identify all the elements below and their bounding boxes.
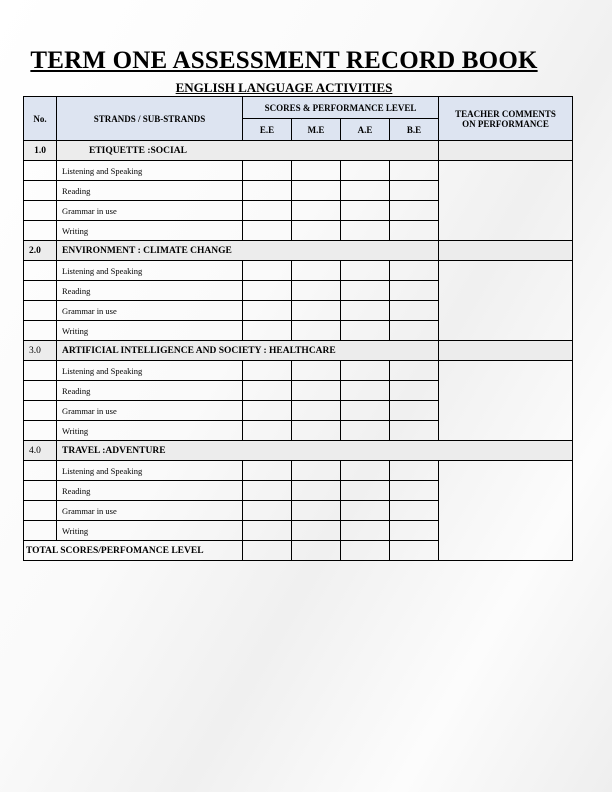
ee-cell[interactable] — [243, 161, 292, 181]
number-cell — [24, 481, 57, 501]
number-cell — [24, 381, 57, 401]
section-number: 4.0 — [24, 441, 57, 461]
ee-cell[interactable] — [243, 261, 292, 281]
section-number: 2.0 — [24, 241, 57, 261]
ae-cell[interactable] — [341, 481, 390, 501]
me-cell[interactable] — [292, 501, 341, 521]
page-title: TERM ONE ASSESSMENT RECORD BOOK — [30, 47, 538, 74]
number-cell — [24, 301, 57, 321]
substrand-label: Listening and Speaking — [57, 261, 243, 281]
section-row — [24, 141, 573, 161]
ae-cell[interactable] — [341, 201, 390, 221]
header-strands: STRANDS / SUB-STRANDS — [57, 97, 243, 141]
section-row — [24, 241, 573, 261]
ae-cell[interactable] — [341, 321, 390, 341]
be-cell[interactable] — [390, 281, 439, 301]
ee-cell[interactable] — [243, 381, 292, 401]
me-cell[interactable] — [292, 221, 341, 241]
total-label: TOTAL SCORES/PERFOMANCE LEVEL — [24, 541, 243, 561]
ae-cell[interactable] — [341, 381, 390, 401]
table-row — [24, 461, 573, 481]
substrand-label: Listening and Speaking — [57, 461, 243, 481]
be-cell[interactable] — [390, 361, 439, 381]
ae-cell[interactable] — [341, 221, 390, 241]
header-me: M.E — [292, 119, 341, 141]
total-ee[interactable] — [243, 541, 292, 561]
total-me[interactable] — [292, 541, 341, 561]
section-title: ETIQUETTE :SOCIAL — [57, 141, 439, 161]
ae-cell[interactable] — [341, 501, 390, 521]
me-cell[interactable] — [292, 321, 341, 341]
page-subtitle: ENGLISH LANGUAGE ACTIVITIES — [175, 80, 393, 95]
substrand-label: Grammar in use — [57, 401, 243, 421]
header-ee: E.E — [243, 119, 292, 141]
ee-cell[interactable] — [243, 421, 292, 441]
number-cell — [24, 221, 57, 241]
section-row — [24, 441, 573, 461]
number-cell — [24, 161, 57, 181]
header-ae: A.E — [341, 119, 390, 141]
number-cell — [24, 321, 57, 341]
section-comment-cell[interactable] — [439, 141, 573, 161]
ae-cell[interactable] — [341, 161, 390, 181]
be-cell[interactable] — [390, 221, 439, 241]
be-cell[interactable] — [390, 381, 439, 401]
me-cell[interactable] — [292, 381, 341, 401]
ee-cell[interactable] — [243, 321, 292, 341]
number-cell — [24, 281, 57, 301]
substrand-label: Writing — [57, 221, 243, 241]
ee-cell[interactable] — [243, 481, 292, 501]
header-comments — [439, 97, 573, 141]
total-ae[interactable] — [341, 541, 390, 561]
number-cell — [24, 461, 57, 481]
ae-cell[interactable] — [341, 521, 390, 541]
table-row — [24, 161, 573, 181]
number-cell — [24, 401, 57, 421]
substrand-label: Listening and Speaking — [57, 361, 243, 381]
me-cell[interactable] — [292, 461, 341, 481]
substrand-label: Grammar in use — [57, 501, 243, 521]
assessment-table — [23, 96, 573, 561]
be-cell[interactable] — [390, 521, 439, 541]
substrand-label: Listening and Speaking — [57, 161, 243, 181]
number-cell — [24, 521, 57, 541]
ae-cell[interactable] — [341, 281, 390, 301]
be-cell[interactable] — [390, 461, 439, 481]
section-title: ENVIRONMENT : CLIMATE CHANGE — [57, 241, 439, 261]
number-cell — [24, 261, 57, 281]
header-comments-line2: ON PERFORMANCE — [462, 118, 549, 129]
ae-cell[interactable] — [341, 181, 390, 201]
header-comments-line1: TEACHER COMMENTS — [455, 108, 556, 119]
ae-cell[interactable] — [341, 361, 390, 381]
number-cell — [24, 361, 57, 381]
substrand-label: Grammar in use — [57, 201, 243, 221]
number-cell — [24, 181, 57, 201]
me-cell[interactable] — [292, 301, 341, 321]
section-row — [24, 341, 573, 361]
section-number: 3.0 — [24, 341, 57, 361]
ae-cell[interactable] — [341, 421, 390, 441]
section-title: TRAVEL :ADVENTURE — [57, 441, 573, 461]
me-cell[interactable] — [292, 261, 341, 281]
header-be: B.E — [390, 119, 439, 141]
substrand-label: Reading — [57, 481, 243, 501]
be-cell[interactable] — [390, 301, 439, 321]
me-cell[interactable] — [292, 421, 341, 441]
be-cell[interactable] — [390, 161, 439, 181]
ee-cell[interactable] — [243, 461, 292, 481]
ae-cell[interactable] — [341, 301, 390, 321]
table-row — [24, 261, 573, 281]
header-scores: SCORES & PERFORMANCE LEVEL — [243, 97, 439, 119]
be-cell[interactable] — [390, 401, 439, 421]
me-cell[interactable] — [292, 481, 341, 501]
be-cell[interactable] — [390, 421, 439, 441]
ee-cell[interactable] — [243, 221, 292, 241]
ee-cell[interactable] — [243, 401, 292, 421]
me-cell[interactable] — [292, 361, 341, 381]
number-cell — [24, 501, 57, 521]
ee-cell[interactable] — [243, 281, 292, 301]
be-cell[interactable] — [390, 501, 439, 521]
me-cell[interactable] — [292, 201, 341, 221]
comment-cell[interactable] — [439, 361, 573, 441]
me-cell[interactable] — [292, 401, 341, 421]
be-cell[interactable] — [390, 181, 439, 201]
ae-cell[interactable] — [341, 461, 390, 481]
header-no: No. — [24, 97, 57, 141]
section-title: ARTIFICIAL INTELLIGENCE AND SOCIETY : HEALTHCARE — [57, 341, 439, 361]
be-cell[interactable] — [390, 201, 439, 221]
number-cell — [24, 201, 57, 221]
me-cell[interactable] — [292, 521, 341, 541]
substrand-label: Writing — [57, 521, 243, 541]
ee-cell[interactable] — [243, 301, 292, 321]
section-comment-cell[interactable] — [439, 241, 573, 261]
comment-cell[interactable] — [439, 461, 573, 561]
substrand-label: Reading — [57, 181, 243, 201]
be-cell[interactable] — [390, 481, 439, 501]
comment-cell[interactable] — [439, 161, 573, 241]
substrand-label: Grammar in use — [57, 301, 243, 321]
substrand-label: Writing — [57, 421, 243, 441]
ee-cell[interactable] — [243, 361, 292, 381]
ee-cell[interactable] — [243, 181, 292, 201]
total-be[interactable] — [390, 541, 439, 561]
substrand-label: Reading — [57, 381, 243, 401]
be-cell[interactable] — [390, 321, 439, 341]
ae-cell[interactable] — [341, 261, 390, 281]
number-cell — [24, 421, 57, 441]
substrand-label: Writing — [57, 321, 243, 341]
comment-cell[interactable] — [439, 261, 573, 341]
be-cell[interactable] — [390, 261, 439, 281]
table-row — [24, 361, 573, 381]
ee-cell[interactable] — [243, 521, 292, 541]
me-cell[interactable] — [292, 161, 341, 181]
section-number: 1.0 — [24, 141, 57, 161]
me-cell[interactable] — [292, 281, 341, 301]
section-comment-cell[interactable] — [439, 341, 573, 361]
ee-cell[interactable] — [243, 501, 292, 521]
ee-cell[interactable] — [243, 201, 292, 221]
me-cell[interactable] — [292, 181, 341, 201]
substrand-label: Reading — [57, 281, 243, 301]
ae-cell[interactable] — [341, 401, 390, 421]
